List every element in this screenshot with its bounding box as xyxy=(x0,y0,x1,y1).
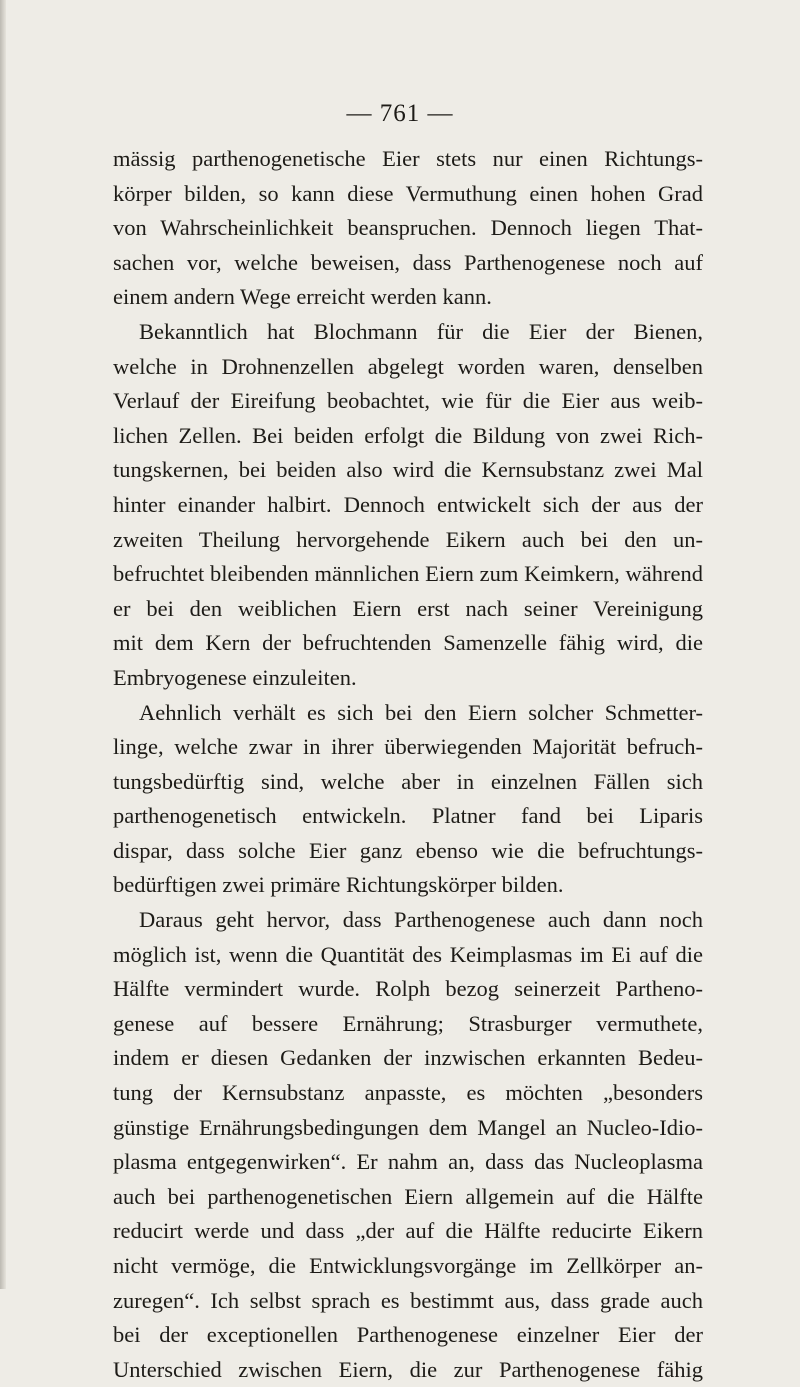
text-line: dispar, dass solche Eier ganz ebenso wie die befruchtungs- xyxy=(113,837,703,863)
text-line: tungsbedürftig sind, welche aber in einzelnen Fällen sich xyxy=(113,768,703,794)
text-line: er bei den weiblichen Eiern erst nach seiner Vereinigung xyxy=(113,595,703,621)
page-edge-shadow xyxy=(0,0,6,1289)
text-line: Aehnlich verhält es sich bei den Eiern solcher Schmetter- xyxy=(139,699,703,725)
body-text xyxy=(113,142,703,1387)
text-line: indem er diesen Gedanken der inzwischen erkannten Bedeu- xyxy=(113,1045,703,1071)
text-line: zweiten Theilung hervorgehende Eikern auch bei den un- xyxy=(113,526,703,552)
text-line: linge, welche zwar in ihrer überwiegenden Majorität befruch- xyxy=(113,734,703,760)
text-line: günstige Ernährungsbedingungen dem Mangel an Nucleo-Idio- xyxy=(113,1114,703,1140)
text-line: nicht vermöge, die Entwicklungsvorgänge im Zellkörper an- xyxy=(113,1253,703,1278)
text-line: genese auf bessere Ernährung; Strasburger vermuthete, xyxy=(113,1010,703,1036)
text-line: Hälfte vermindert wurde. Rolph bezog seinerzeit Partheno- xyxy=(113,976,703,1002)
text-line: plasma entgegenwirken“. Er nahm an, dass das Nucleoplasma xyxy=(113,1149,703,1175)
text-line: Embryogenese einzuleiten. xyxy=(113,664,357,690)
text-line: parthenogenetisch entwickeln. Platner fand bei Liparis xyxy=(113,803,703,829)
text-line: bei der exceptionellen Parthenogenese einzelner Eier der xyxy=(113,1322,703,1348)
text-line: Bekanntlich hat Blochmann für die Eier der Bienen, xyxy=(139,318,703,344)
text-line: bedürftigen zwei primäre Richtungskörper bilden. xyxy=(113,872,564,898)
text-line: zuregen“. Ich selbst sprach es bestimmt aus, dass grade auch xyxy=(113,1287,703,1313)
text-line: mit dem Kern der befruchtenden Samenzelle fähig wird, die xyxy=(113,630,703,656)
text-line: sachen vor, welche beweisen, dass Parthenogenese noch auf xyxy=(113,249,703,275)
text-line: tung der Kernsubstanz anpasste, es möchten „besonders xyxy=(113,1080,703,1106)
text-line: Daraus geht hervor, dass Parthenogenese auch dann noch xyxy=(139,907,703,933)
text-line: reducirt werde und dass „der auf die Hälfte reducirte Eikern xyxy=(113,1218,703,1244)
page-number: — 761 — xyxy=(346,100,454,127)
text-line: lichen Zellen. Bei beiden erfolgt die Bildung von zwei Rich- xyxy=(113,422,703,448)
text-line: körper bilden, so kann diese Vermuthung einen hohen Grad xyxy=(113,180,703,206)
text-line: Verlauf der Eireifung beobachtet, wie für die Eier aus weib- xyxy=(113,388,703,414)
text-line: von Wahrscheinlichkeit beanspruchen. Dennoch liegen That- xyxy=(113,215,703,241)
text-line: welche in Drohnenzellen abgelegt worden waren, denselben xyxy=(113,353,703,379)
text-line: Unterschied zwischen Eiern, die zur Parthenogenese fähig xyxy=(113,1356,703,1382)
text-line: tungskernen, bei beiden also wird die Kernsubstanz zwei Mal xyxy=(113,457,703,483)
text-line: hinter einander halbirt. Dennoch entwickelt sich der aus der xyxy=(113,491,703,517)
text-line: mässig parthenogenetische Eier stets nur einen Richtungs- xyxy=(113,146,703,171)
text-line: auch bei parthenogenetischen Eiern allgemein auf die Hälfte xyxy=(113,1183,703,1209)
text-line: möglich ist, wenn die Quantität des Keimplasmas im Ei auf die xyxy=(113,941,703,967)
text-line: einem andern Wege erreicht werden kann. xyxy=(113,284,492,310)
text-line: befruchtet bleibenden männlichen Eiern zum Keimkern, während xyxy=(113,561,703,587)
